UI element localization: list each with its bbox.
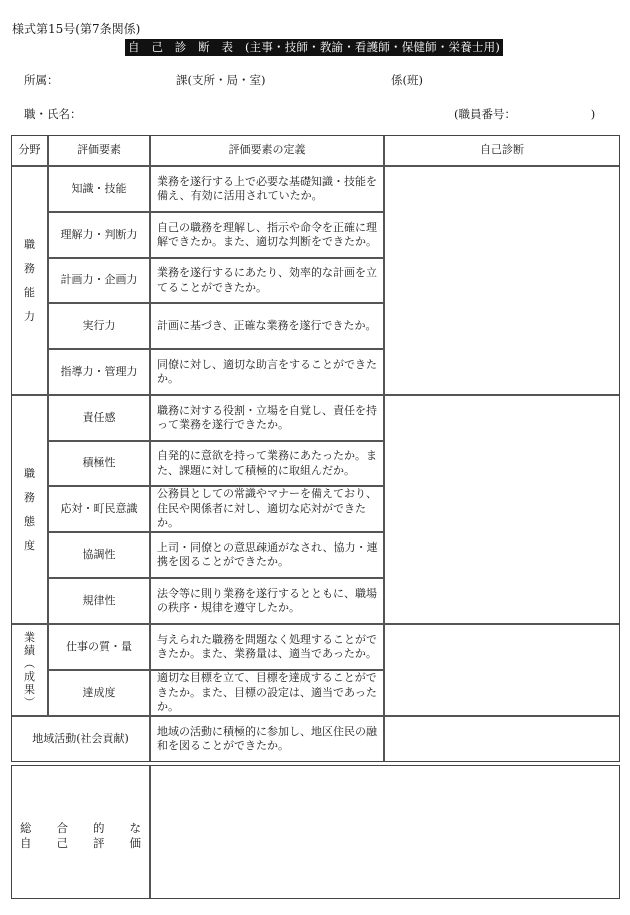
field-ka-label: 課(支所・局・室) [176,73,266,87]
element-definition: 自己の職務を理解し、指示や命令を正確に理解できたか。また、適切な判断をできたか。 [150,212,384,258]
element-label: 理解力・判断力 [48,212,150,258]
self-diagnosis-cell[interactable] [384,624,620,716]
element-label: 規律性 [48,578,150,624]
element-label: 実行力 [48,303,150,349]
element-label: 応対・町民意識 [48,486,150,532]
field-kakari-label: 係(班) [391,73,423,87]
element-definition: 同僚に対し、適切な助言をすることができたか。 [150,349,384,395]
element-definition: 職務に対する役割・立場を自覚し、責任を持って業務を遂行できたか。 [150,395,384,441]
header-category: 分野 [11,135,48,166]
element-label: 仕事の質・量 [48,624,150,670]
element-definition: 自発的に意欲を持って業務にあたったか。また、課題に対して積極的に取組んだか。 [150,441,384,486]
element-label: 指導力・管理力 [48,349,150,395]
self-diagnosis-cell[interactable] [384,166,620,395]
community-definition: 地域の活動に積極的に参加し、地区住民の融和を図ることができたか。 [150,716,384,762]
element-definition: 業務を遂行する上で必要な基礎知識・技能を備え、有効に活用されていたか。 [150,166,384,212]
category-label: 業 績 ︵ 成 果 ︶ [11,624,48,716]
element-definition: 適切な目標を立て、目標を達成することができたか。また、目標の設定は、適当であったか。 [150,670,384,716]
element-definition: 計画に基づき、正確な業務を遂行できたか。 [150,303,384,349]
element-label: 協調性 [48,532,150,578]
field-shozoku-label: 所属： [24,73,59,87]
element-definition: 業務を遂行するにあたり、効率的な計画を立てることができたか。 [150,258,384,303]
element-label: 責任感 [48,395,150,441]
element-definition: 公務員としての常識やマナーを備えており、住民や関係者に対し、適切な応対ができたか。 [150,486,384,532]
field-staff-number: (職員番号： ) [454,107,596,121]
element-label: 達成度 [48,670,150,716]
category-label: 職 務 能 力 [11,166,48,395]
form-title: 自 己 診 断 表 (主事・技師・教諭・看護師・保健師・栄養士用) [125,39,503,56]
form-number: 様式第15号(第7条関係) [12,22,141,36]
self-assessment-table [11,135,620,899]
element-definition: 法令等に則り業務を遂行するとともに、職場の秩序・規律を遵守したか。 [150,578,384,624]
header-element: 評価要素 [48,135,150,166]
overall-evaluation-field[interactable] [150,765,620,899]
self-diagnosis-cell[interactable] [384,395,620,624]
element-definition: 上司・同僚との意思疎通がなされ、協力・連携を図ることができたか。 [150,532,384,578]
header-definition: 評価要素の定義 [150,135,384,166]
element-label: 計画力・企画力 [48,258,150,303]
category-label: 職 務 態 度 [11,395,48,624]
self-diagnosis-cell[interactable] [384,716,620,762]
overall-evaluation-label: 総 合 的 な 自 己 評 価 [11,765,150,899]
element-label: 積極性 [48,441,150,486]
header-self-diagnosis: 自己診断 [384,135,620,166]
element-definition: 与えられた職務を問題なく処理することができたか。また、業務量は、適当であったか。 [150,624,384,670]
field-name-label: 職・氏名： [24,107,82,121]
element-label: 知識・技能 [48,166,150,212]
community-element-label: 地域活動(社会貢献) [11,716,150,762]
